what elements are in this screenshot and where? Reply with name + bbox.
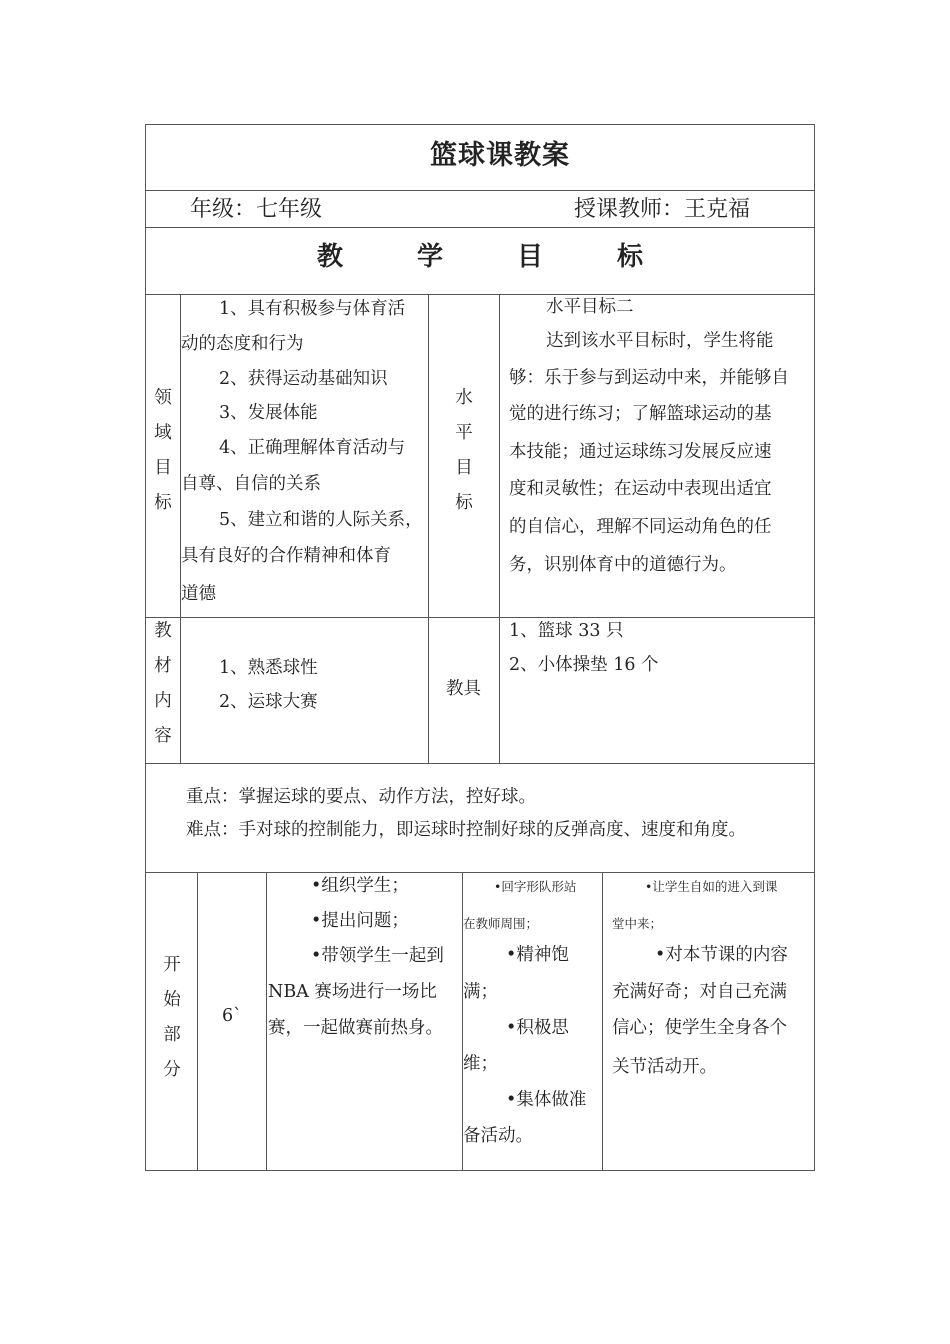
- list-item: 1、篮球 33 只: [509, 621, 624, 641]
- list-item: 动的态度和行为: [181, 334, 304, 354]
- focus-point: 重点：掌握运球的要点、动作方法，控好球。: [186, 787, 536, 807]
- list-item: 1、熟悉球性: [219, 658, 318, 678]
- list-item: 2、小体操垫 16 个: [509, 655, 659, 675]
- col-divider: [197, 872, 198, 1170]
- list-item: 道德: [181, 584, 216, 604]
- teacher-label: 授课教师：王克福: [574, 197, 751, 222]
- table-border-right: [814, 124, 815, 1171]
- list-item: 自尊、自信的关系: [181, 474, 321, 494]
- list-item: 具有良好的合作精神和体育: [181, 546, 391, 566]
- list-item: 5、建立和谐的人际关系，: [219, 510, 423, 530]
- row-divider: [145, 227, 815, 228]
- start-section-label: 开始部分: [163, 955, 181, 1080]
- row-divider: [145, 763, 815, 764]
- list-item: 2、获得运动基础知识: [219, 369, 388, 389]
- col-divider: [499, 294, 500, 763]
- grade-label: 年级：七年级: [190, 197, 323, 222]
- table-border-top: [145, 124, 815, 125]
- col-divider: [266, 872, 267, 1170]
- row-divider: [145, 872, 815, 873]
- col-divider: [602, 872, 603, 1170]
- table-border-left: [145, 124, 146, 1171]
- page-title: 篮球课教案: [430, 140, 570, 171]
- row-divider: [145, 617, 815, 618]
- difficulty-point: 难点：手对球的控制能力，即运球时控制好球的反弹高度、速度和角度。: [186, 820, 746, 840]
- content-label: 教材内容: [154, 621, 172, 746]
- col-divider: [180, 294, 181, 763]
- equipment-label: 教具: [446, 679, 481, 699]
- list-item: 3、发展体能: [219, 403, 318, 423]
- list-item: 4、正确理解体育活动与: [219, 438, 406, 458]
- list-item: 2、运球大赛: [219, 692, 318, 712]
- list-item: 1、具有积极参与体育活: [219, 299, 406, 319]
- row-divider: [145, 190, 815, 191]
- table-border-bottom: [145, 1170, 815, 1171]
- level-goal-label: 水平目标: [455, 388, 473, 513]
- start-section-time: 6`: [222, 1006, 242, 1026]
- col-divider: [428, 294, 429, 763]
- domain-goal-label: 领域目标: [154, 388, 172, 513]
